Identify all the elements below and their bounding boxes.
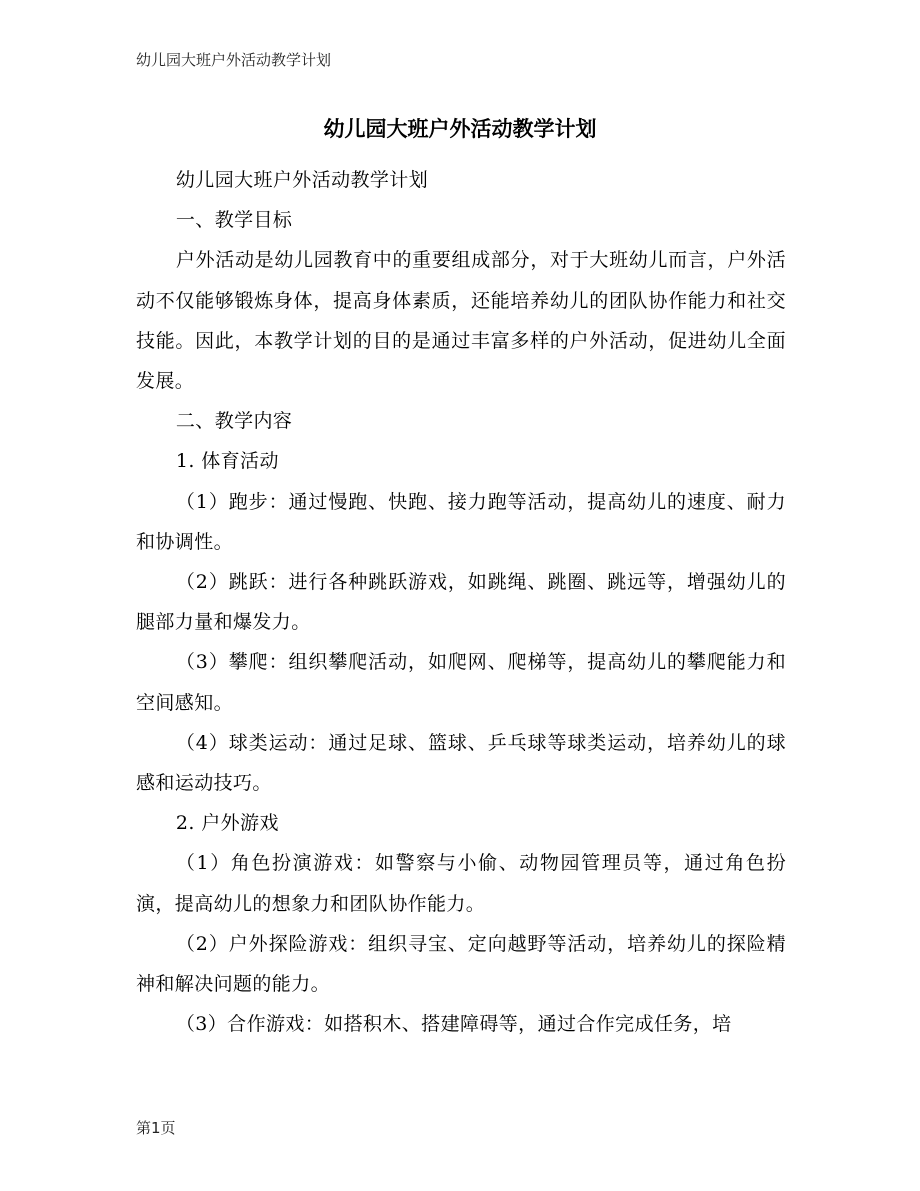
page-number: 第1页 [136, 1119, 176, 1137]
document-title: 幼儿园大班户外活动教学计划 [323, 117, 597, 141]
section-heading: 二、教学内容 [175, 410, 293, 433]
paragraph: 户外活动是幼儿园教育中的重要组成部分，对于大班幼儿而言，户外活动不仅能够锻炼身体，提高身体素质，还能培养幼儿的团队协作能力和社交技能。因此，本教学计划的目的是通过丰富多样的户外活动，促进幼儿全面发展。 [136, 249, 786, 393]
subsection-heading: 1. 体育活动 [175, 450, 279, 473]
list-item: （3）攀爬：组织攀爬活动，如爬网、爬梯等，提高幼儿的攀爬能力和空间感知。 [136, 651, 786, 714]
list-item: （2）户外探险游戏：组织寻宝、定向越野等活动，培养幼儿的探险精神和解决问题的能力。 [136, 932, 786, 996]
list-item: （3）合作游戏：如搭积木、搭建障碍等，通过合作完成任务，培 [175, 1013, 732, 1036]
subsection-heading: 2. 户外游戏 [175, 812, 279, 835]
document-body [136, 160, 786, 1044]
list-item: （1）跑步：通过慢跑、快跑、接力跑等活动，提高幼儿的速度、耐力和协调性。 [136, 490, 786, 553]
list-item: （1）角色扮演游戏：如警察与小偷、动物园管理员等，通过角色扮演，提高幼儿的想象力和团队协作能力。 [136, 852, 786, 915]
page-header: 幼儿园大班户外活动教学计划 [136, 51, 332, 69]
list-item: （4）球类运动：通过足球、篮球、乒乓球等球类运动，培养幼儿的球感和运动技巧。 [136, 731, 786, 795]
section-heading: 一、教学目标 [175, 209, 293, 232]
paragraph: 幼儿园大班户外活动教学计划 [175, 169, 429, 191]
list-item: （2）跳跃：进行各种跳跃游戏，如跳绳、跳圈、跳远等，增强幼儿的腿部力量和爆发力。 [136, 571, 786, 634]
